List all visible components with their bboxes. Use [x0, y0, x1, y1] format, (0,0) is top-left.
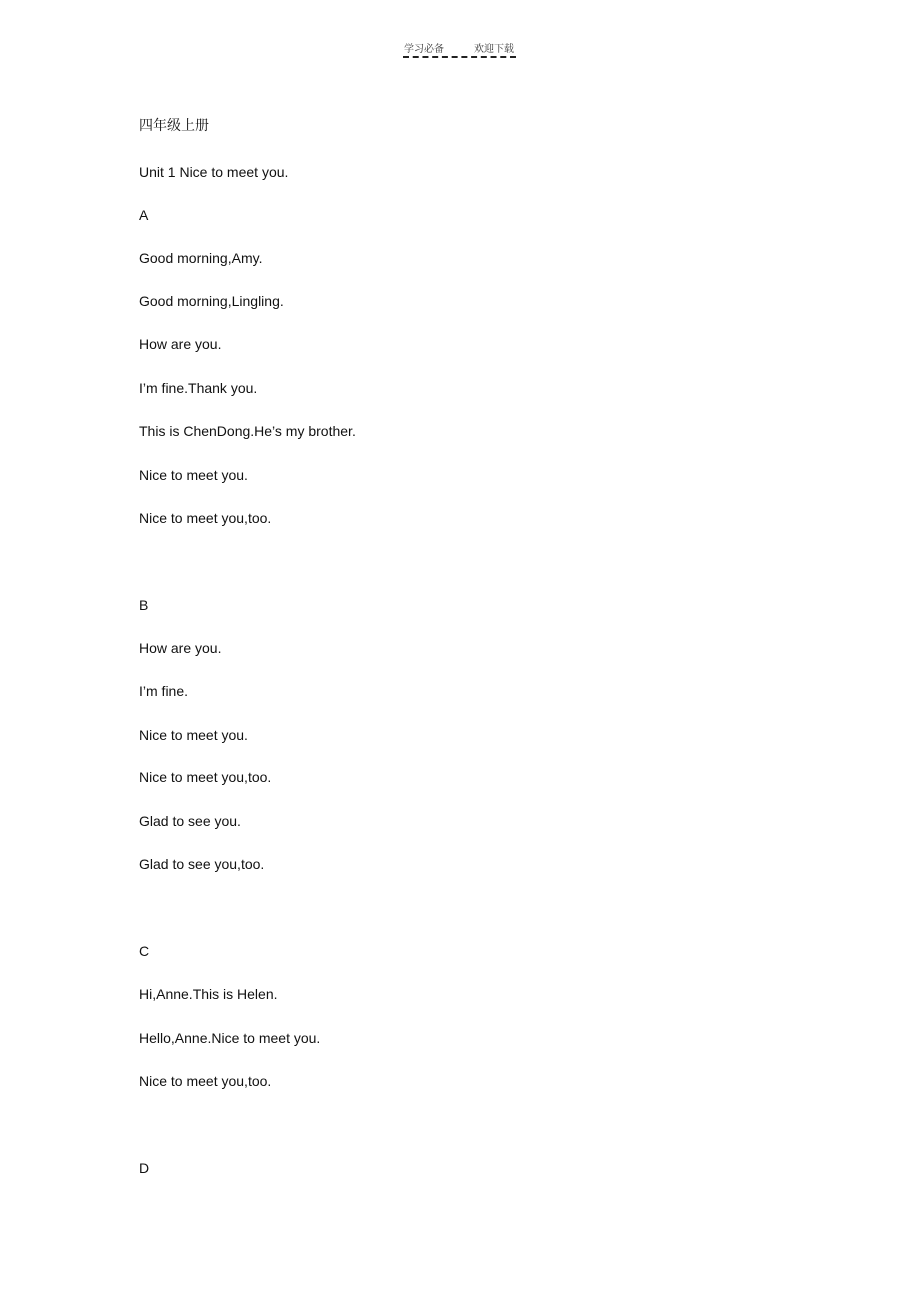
section-b-line: Glad to see you. [139, 813, 241, 829]
section-b-label: B [139, 597, 149, 613]
page-header [403, 38, 516, 58]
section-a-line: How are you. [139, 336, 222, 352]
section-b-line: Nice to meet you. [139, 727, 248, 743]
header-right-text: 欢迎下载 [474, 44, 514, 55]
section-a-line: Good morning,Lingling. [139, 293, 284, 309]
section-c-line: Hi,Anne.This is Helen. [139, 986, 278, 1002]
section-c-line: Hello,Anne.Nice to meet you. [139, 1030, 321, 1046]
grade-title: 四年级上册 [139, 118, 209, 134]
section-a-label: A [139, 207, 149, 223]
section-a-line: Nice to meet you,too. [139, 510, 272, 526]
section-b-line: Nice to meet you,too. [139, 769, 272, 785]
header-left-text: 学习必备 [404, 44, 444, 55]
section-b-line: Glad to see you,too. [139, 856, 265, 872]
unit-title: Unit 1 Nice to meet you. [139, 164, 289, 180]
section-c-label: C [139, 943, 150, 959]
section-a-line: Nice to meet you. [139, 467, 248, 483]
section-a-line: This is ChenDong.He’s my brother. [139, 423, 356, 439]
section-b-line: I’m fine. [139, 683, 189, 699]
section-d-label: D [139, 1160, 150, 1176]
section-c-line: Nice to meet you,too. [139, 1073, 272, 1089]
section-a-line: I’m fine.Thank you. [139, 380, 258, 396]
section-b-line: How are you. [139, 640, 222, 656]
section-a-line: Good morning,Amy. [139, 250, 263, 266]
